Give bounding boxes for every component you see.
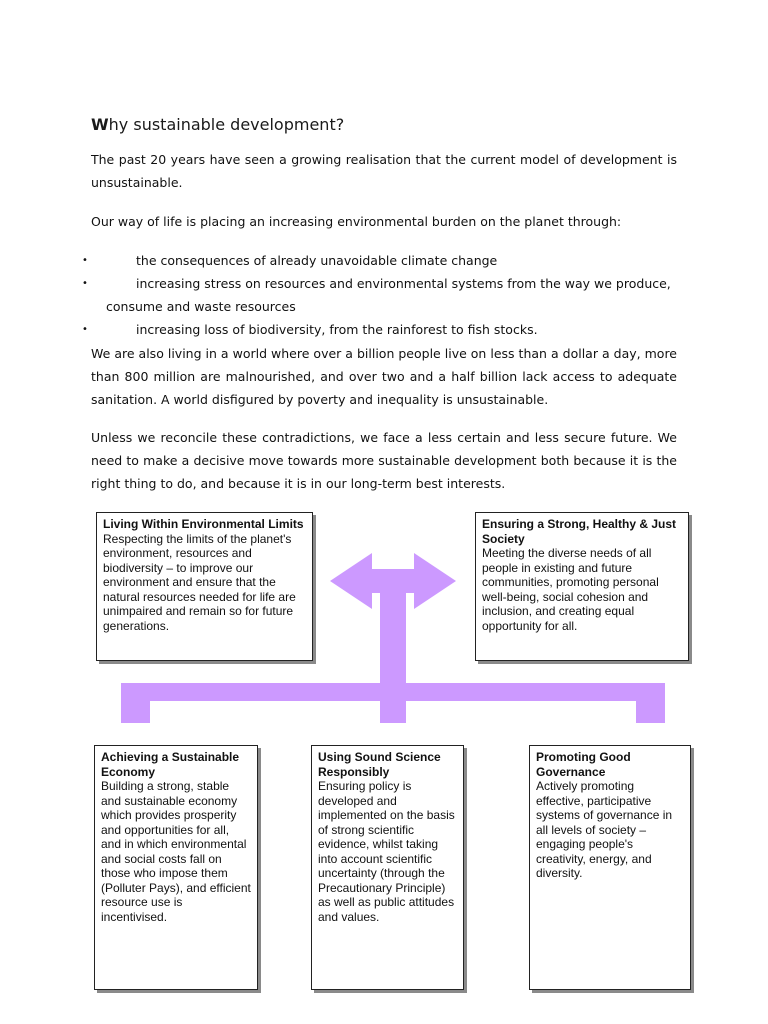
bullet-text: the consequences of already unavoidable climate change (136, 253, 498, 268)
box-title: Ensuring a Strong, Healthy & Just Society (482, 517, 677, 546)
box-environmental-limits (96, 512, 313, 661)
bullet-continuation: consume and waste resources (106, 299, 296, 314)
bullet-text: increasing loss of biodiversity, from the rainforest to fish stocks. (136, 322, 538, 337)
box-just-society (475, 512, 689, 661)
box-title: Using Sound Science Responsibly (318, 750, 441, 779)
right-end-bar (636, 683, 665, 723)
box-body: Building a strong, stable and sustainable economy which provides prosperity and opportunities for all, and in which environmental and social costs fall on those who impose them (Polluter Pays), and efficient resource use is incentivised. (101, 779, 251, 924)
paragraph-future: Unless we reconcile these contradictions, we face a less certain and less secure future. We need to make a decisive move towards more sustainable development both because it is the right thing to do, and because it is in our long-term best interests. (91, 430, 677, 491)
box-sound-science (311, 745, 464, 990)
bullet-text: increasing stress on resources and environmental systems from the way we produce, (136, 276, 671, 291)
box-body: Ensuring policy is developed and implemented on the basis of strong scientific evidence, whilst taking into account scientific uncertainty (through the Precautionary Principle) as well as public attitudes and values. (318, 779, 455, 924)
box-title: Achieving a Sustainable Economy (101, 750, 240, 779)
box-body: Meeting the diverse needs of all people in existing and future communities, promoting personal well-being, social cohesion and inclusion, and creating equal opportunity for all. (482, 546, 659, 633)
paragraph-burden: Our way of life is placing an increasing environmental burden on the planet through: (91, 214, 622, 229)
heading-rest: hy sustainable development? (108, 115, 345, 134)
bullet-icon: • (82, 255, 88, 266)
paragraph-intro: The past 20 years have seen a growing realisation that the current model of development is unsustainable. (91, 152, 677, 190)
box-title: Promoting Good Governance (536, 750, 631, 779)
bullet-icon: • (82, 278, 88, 289)
vertical-stem (380, 588, 406, 723)
heading-first-letter: W (91, 115, 109, 134)
left-end-bar (121, 683, 150, 723)
box-sustainable-economy (94, 745, 258, 990)
box-title: Living Within Environmental Limits (103, 517, 304, 531)
paragraph-poverty: We are also living in a world where over a billion people live on less than a dollar a day, more than 800 million are malnourished, and over two and a half billion lack access to adequate sanitation. A world disfigured by poverty and inequality is unsustainable. (91, 346, 677, 407)
box-body: Respecting the limits of the planet's environment, resources and biodiversity – to improve our environment and ensure that the natural resources needed for life are unimpaired and remain so for future generations. (103, 531, 296, 633)
bullet-icon: • (82, 324, 88, 335)
box-body: Actively promoting effective, participative systems of governance in all levels of society – engaging people's creativity, energy, and diversity. (536, 779, 673, 880)
box-good-governance (529, 745, 691, 990)
